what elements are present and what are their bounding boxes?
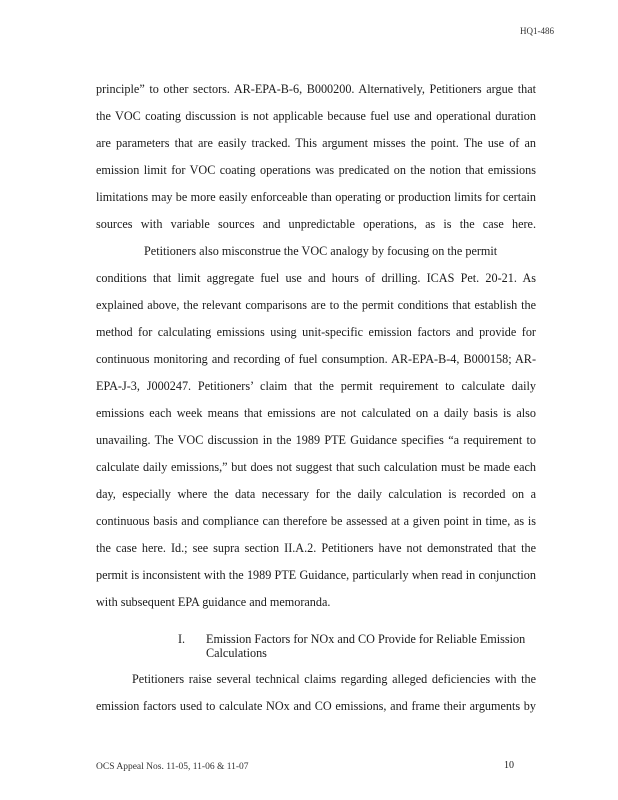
text-line: continuous basis and compliance can therefore be assessed at a given point in time, as is [96, 514, 536, 528]
text-line: with subsequent EPA guidance and memoranda. [96, 595, 331, 609]
text-line: emission factors used to calculate NOx and CO emissions, and frame their arguments by [96, 699, 536, 713]
section-number: I. [178, 632, 186, 646]
text-line: continuous monitoring and recording of fuel consumption. AR-EPA-B-4, B000158; AR- [96, 352, 536, 366]
text-line: the case here. Id.; see supra section II.A.2. Petitioners have not demonstrated that the [96, 541, 536, 555]
text-line: emission limit for VOC coating operations was predicated on the notion that emissions [96, 163, 536, 177]
text-line: emissions each week means that emissions are not calculated on a daily basis is also [96, 406, 536, 420]
section-title-line: Calculations [206, 646, 267, 660]
text-line: EPA-J-3, J000247. Petitioners’ claim that the permit requirement to calculate daily [96, 379, 536, 393]
text-line: are parameters that are easily tracked. This argument misses the point. The use of an [96, 136, 536, 150]
text-line: Petitioners raise several technical claims regarding alleged deficiencies with the [132, 672, 536, 686]
text-line: conditions that limit aggregate fuel use and hours of drilling. ICAS Pet. 20-21. As [96, 271, 536, 285]
text-line: sources with variable sources and unpredictable operations, as is the case here. [96, 217, 536, 231]
document-id: HQ1-486 [520, 26, 554, 36]
text-line: explained above, the relevant comparisons are to the permit conditions that establish the [96, 298, 536, 312]
page-number: 10 [504, 760, 514, 771]
text-line: limitations may be more easily enforceable than operating or production limits for certain [96, 190, 536, 204]
text-line: the VOC coating discussion is not applicable because fuel use and operational duration [96, 109, 536, 123]
footer-case-number: OCS Appeal Nos. 11-05, 11-06 & 11-07 [96, 762, 249, 772]
text-line: Petitioners also misconstrue the VOC analogy by focusing on the permit [144, 244, 498, 258]
text-line: day, especially where the data necessary for the daily calculation is recorded on a [96, 487, 536, 501]
section-title-line: Emission Factors for NOx and CO Provide for Reliable Emission [206, 632, 526, 646]
text-line: method for calculating emissions using unit-specific emission factors and provide for [96, 325, 536, 339]
text-line: unavailing. The VOC discussion in the 1989 PTE Guidance specifies “a requirement to [96, 433, 536, 447]
text-line: calculate daily emissions,” but does not suggest that such calculation must be made each [96, 460, 536, 474]
text-line: principle” to other sectors. AR-EPA-B-6, B000200. Alternatively, Petitioners argue that [96, 82, 536, 96]
text-line: permit is inconsistent with the 1989 PTE Guidance, particularly when read in conjunction [96, 568, 536, 582]
